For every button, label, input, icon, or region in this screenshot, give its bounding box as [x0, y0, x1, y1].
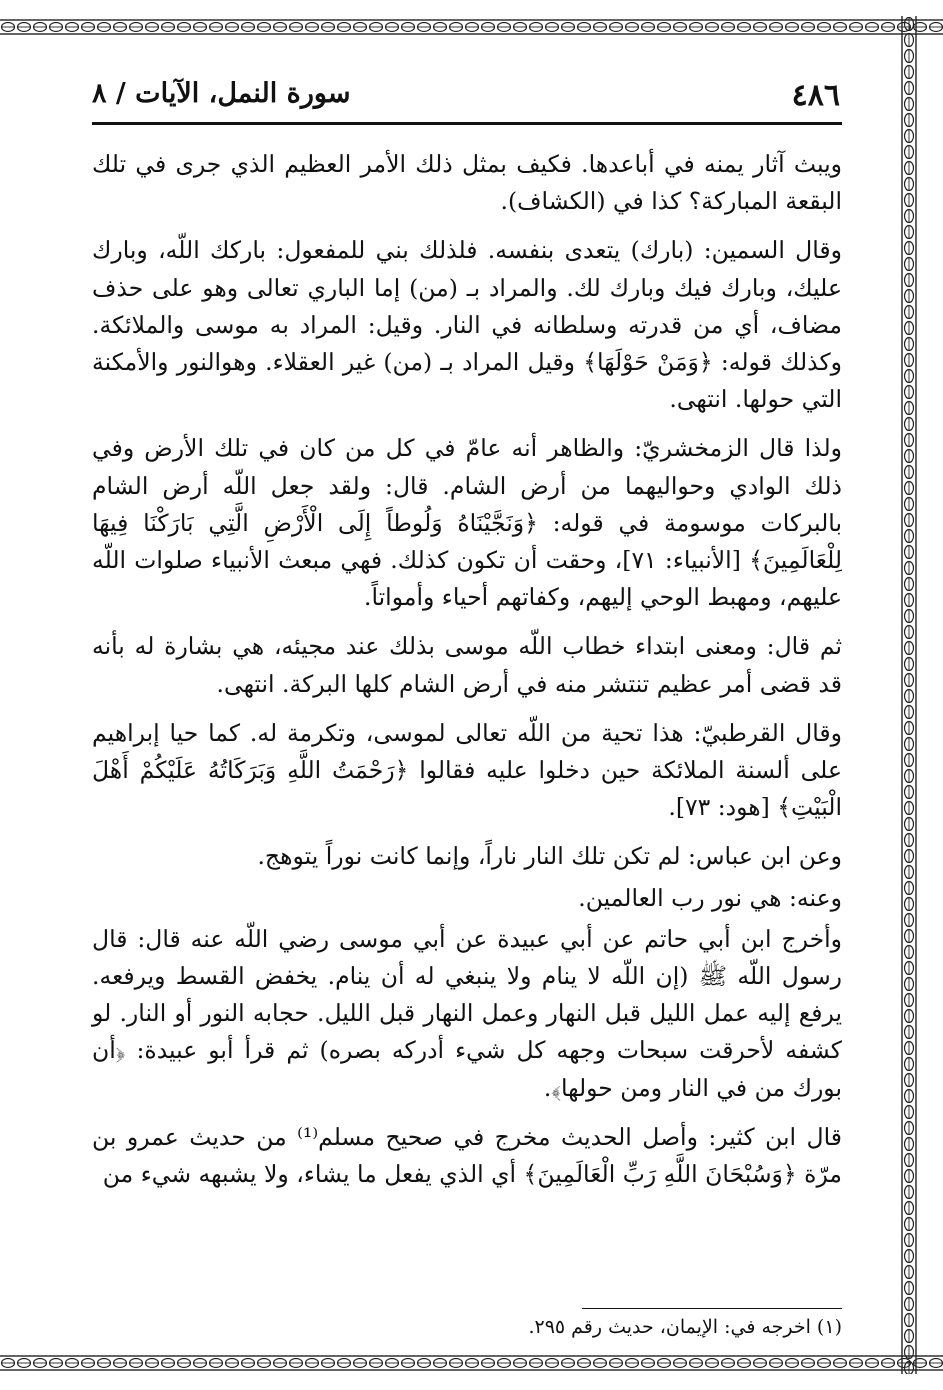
running-head: سورة النمل، الآيات / ٨ — [92, 78, 351, 109]
paragraph: وقال السمين: (بارك) يتعدى بنفسه. فلذلك بني للمفعول: باركك اللّه، وبارك عليك، وبارك فيك وبارك لك. والمراد بـ (من) إما الباري تعالى وهو على حذف مضاف، أي من قدرته وسلطانه في النار. وقيل: المراد به موسى والملائكة. وكذلك قوله: ﴿وَمَنْ حَوْلَهَا﴾ وقيل المراد بـ (من) غير العقلاء. وهوالنور والأمكنة التي حولها. انتهى. — [92, 236, 842, 414]
paragraph: وعن ابن عباس: لم تكن تلك النار ناراً، وإنما كانت نوراً يتوهج. — [257, 842, 842, 871]
page-header — [92, 74, 840, 118]
paragraph: وعنه: هي نور رب العالمين. — [578, 883, 842, 912]
paragraph: وأخرج ابن أبي حاتم عن أبي عبيدة عن أبي موسى رضي اللّه عنه قال: قال رسول اللّه ﷺ (إن اللّه لا ينام ولا ينبغي له أن ينام. يخفض القسط ويرفعه. يرفع إليه عمل الليل قبل النهار وعمل النهار قبل الليل. حجابه النور أو النار. لو كشفه لأحرقت سبحات وجهه كل شيء أدركه بصره) ثم قرأ أبو عبيدة: ﴿أن بورك من في النار ومن حولها﴾. — [92, 924, 842, 1102]
paragraph: ثم قال: ومعنى ابتداء خطاب اللّه موسى بذلك عند مجيئه، هي بشارة له بأنه قد قضى أمر عظيم تنتشر منه في أرض الشام كلها البركة. انتهى. — [92, 632, 842, 698]
ornamental-border-right — [898, 16, 920, 1374]
paragraph: وقال القرطبيّ: هذا تحية من اللّه تعالى لموسى، وتكرمة له. كما حيا إبراهيم على ألسنة الملائكة حين دخلوا عليه فقالوا ﴿رَحْمَتُ اللَّهِ وَبَرَكَاتُهُ عَلَيْكُمْ أَهْلَ الْبَيْتِ﴾ [هود: ٧٣]. — [92, 718, 842, 822]
ornamental-border-top — [0, 16, 943, 38]
paragraph: قال ابن كثير: وأصل الحديث مخرج في صحيح مسلم⁽¹⁾ من حديث عمرو بن مرّة ﴿وَسُبْحَانَ اللَّهِ رَبِّ الْعَالَمِينَ﴾ أي الذي يفعل ما يشاء، ولا يشبهه شيء من — [92, 1122, 842, 1189]
ornamental-border-bottom — [0, 1352, 943, 1374]
paragraph: ولذا قال الزمخشريّ: والظاهر أنه عامّ في كل من كان في تلك الأرض وفي ذلك الوادي وحواليهما من أرض الشام. قال: ولقد جعل اللّه أرض الشام بالبركات موسومة في قوله: ﴿وَنَجَّيْنَاهُ وَلُوطاً إِلَى الْأَرْضِ الَّتِي بَارَكْنَا فِيهَا لِلْعَالَمِينَ﴾ [الأنبياء: ٧١]، وحقت أن تكون كذلك. فهي مبعث الأنبياء صلوات اللّه عليهم، ومهبط الوحي إليهم، وكفاتهم أحياء وأمواتاً. — [92, 434, 843, 612]
header-rule — [92, 122, 842, 125]
main-text — [92, 146, 842, 1205]
footnote: (١) اخرجه في: الإيمان، حديث رقم ٢٩٥. — [528, 1316, 842, 1338]
footnote-rule — [582, 1308, 842, 1309]
paragraph: ويبث آثار يمنه في أباعدها. فكيف بمثل ذلك الأمر العظيم الذي جرى في تلك البقعة المباركة؟ كذا في (الكشاف). — [92, 150, 842, 216]
page-number: ٤٨٦ — [791, 78, 840, 113]
